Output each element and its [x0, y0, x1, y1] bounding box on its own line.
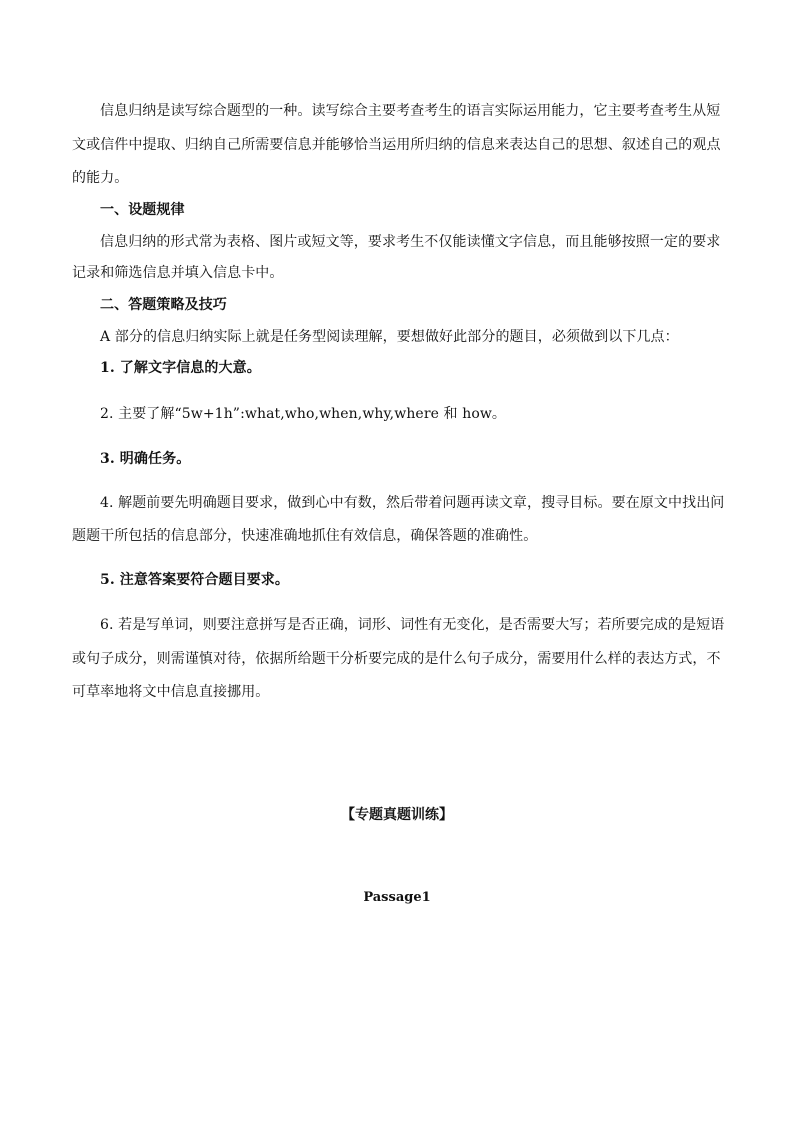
training-title: 【专题真题训练】 [341, 807, 453, 823]
section1-line-2: 记录和筛选信息并填入信息卡中。 [72, 265, 284, 281]
intro-line-2: 文或信件中提取、归纳自己所需要信息并能够恰当运用所归纳的信息来表达自己的思想、叙述自己的观点 [72, 137, 721, 153]
section2-intro: A 部分的信息归纳实际上就是任务型阅读理解，要想做好此部分的题目，必须做到以下几点： [100, 329, 679, 345]
strategy-item-1-text: 1. 了解文字信息的大意。 [100, 360, 261, 376]
intro-line-1: 信息归纳是读写综合题型的一种。读写综合主要考查考生的语言实际运用能力，它主要考查考生从短 [100, 103, 721, 119]
strategy-item-6-line-1: 6. 若是写单词，则要注意拼写是否正确，词形、词性有无变化，是否需要大写；若所要完成的是短语 [100, 617, 725, 633]
strategy-item-4-line-1: 4. 解题前要先明确题目要求，做到心中有数，然后带着问题再读文章，搜寻目标。要在原文中找出问 [100, 495, 725, 511]
strategy-item-2: 2. 主要了解“5w+1h”:what,who,when,why,where 和 how。 [100, 406, 507, 422]
section2-heading: 二、答题策略及技巧 [100, 297, 227, 313]
strategy-item-4-line-2: 题题干所包括的信息部分，快速准确地抓住有效信息，确保答题的准确性。 [72, 528, 538, 544]
strategy-item-5: 5. 注意答案要符合题目要求。 [100, 572, 289, 588]
section1-heading: 一、设题规律 [100, 202, 185, 218]
strategy-item-1 [100, 359, 752, 377]
strategy-item-6-line-3: 可草率地将文中信息直接挪用。 [72, 684, 270, 700]
strategy-item-3: 3. 明确任务。 [100, 451, 191, 467]
section1-line-1: 信息归纳的形式常为表格、图片或短文等，要求考生不仅能读懂文字信息，而且能够按照一定的要求 [100, 234, 721, 250]
passage-heading: Passage1 [363, 890, 431, 905]
strategy-item-6-line-2: 或句子成分，则需谨慎对待，依据所给题干分析要完成的是什么句子成分，需要用什么样的表达方式，不 [72, 651, 721, 667]
intro-line-3: 的能力。 [72, 170, 129, 186]
